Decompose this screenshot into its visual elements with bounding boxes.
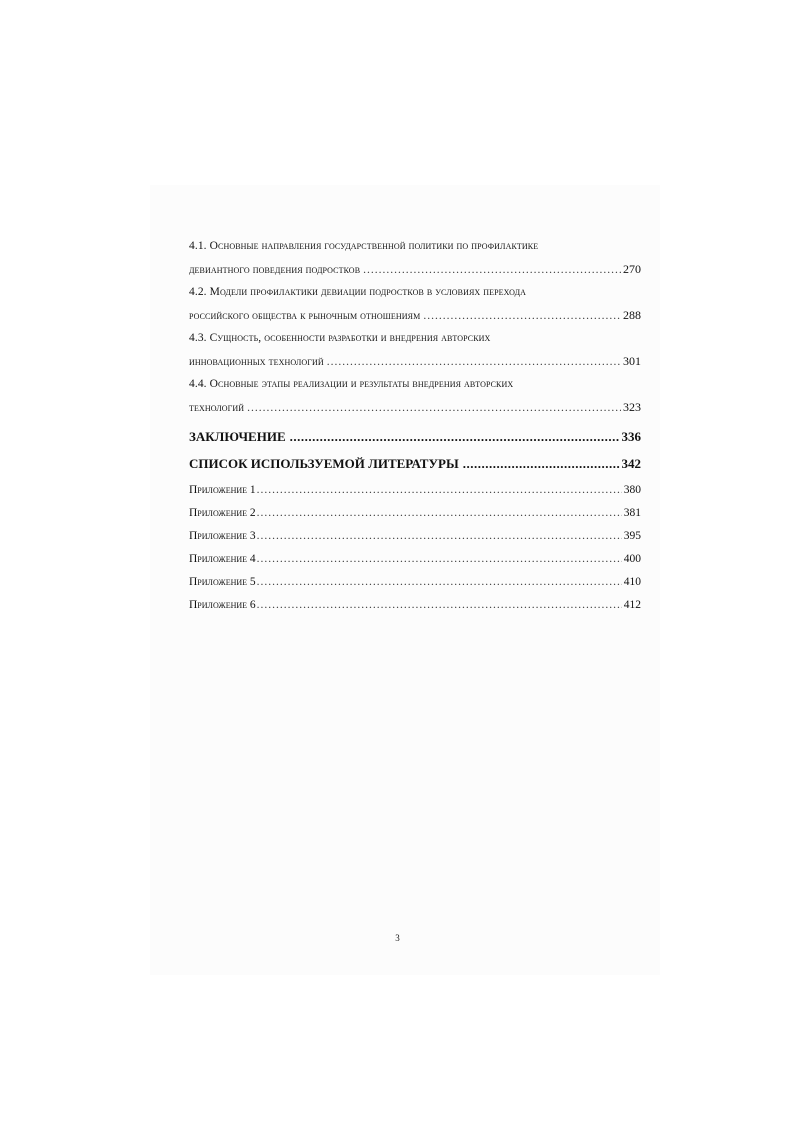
page-number: 3 — [395, 933, 400, 943]
toc-entry-appendix-6[interactable] — [189, 594, 641, 617]
toc-entry-appendix-2[interactable] — [189, 502, 641, 525]
toc-entry-title: Приложение 6 — [189, 599, 256, 611]
toc-entry-title: Приложение 5 — [189, 576, 256, 588]
toc-page-number: 412 — [623, 599, 641, 611]
toc-page-number: 380 — [623, 484, 641, 496]
table-of-contents — [189, 235, 641, 617]
toc-page-number: 400 — [623, 553, 641, 565]
toc-entry-4-4[interactable] — [189, 373, 641, 419]
toc-entry-title-cont: технологий — [189, 402, 245, 414]
toc-page-number: 270 — [623, 262, 641, 276]
dot-leader — [257, 548, 622, 571]
toc-entry-conclusion[interactable] — [189, 423, 641, 450]
toc-page-number: 301 — [623, 354, 641, 368]
toc-entry-title: Приложение 4 — [189, 553, 256, 565]
dot-leader — [257, 571, 622, 594]
toc-entry-appendix-1[interactable] — [189, 479, 641, 502]
toc-page-number: 336 — [621, 429, 641, 444]
toc-entry-title-cont: инновационных технологий — [189, 356, 324, 368]
toc-entry-title-cont: девиантного поведения подростков — [189, 264, 361, 276]
toc-page-number: 342 — [621, 456, 641, 471]
toc-page-number: 395 — [623, 530, 641, 542]
toc-entry-title: 4.3. Сущность, особенности разработки и внедрения авторских — [189, 332, 491, 344]
toc-page-number: 288 — [623, 308, 641, 322]
toc-entry-title: Приложение 1 — [189, 484, 256, 496]
dot-leader — [247, 397, 621, 420]
dot-leader — [463, 450, 620, 477]
toc-entry-appendix-5[interactable] — [189, 571, 641, 594]
toc-entry-title: ЗАКЛЮЧЕНИЕ — [189, 429, 286, 444]
dot-leader — [257, 479, 622, 502]
toc-entry-title-cont: российского общества к рыночным отношениям — [189, 310, 421, 322]
toc-entry-title: 4.4. Основные этапы реализации и результаты внедрения авторских — [189, 378, 514, 390]
toc-entry-appendix-3[interactable] — [189, 525, 641, 548]
toc-page-number: 323 — [623, 400, 641, 414]
dot-leader — [257, 502, 622, 525]
dot-leader — [363, 259, 621, 282]
toc-page-number: 381 — [623, 507, 641, 519]
toc-entry-title: 4.2. Модели профилактики девиации подростков в условиях перехода — [189, 286, 527, 298]
toc-entry-title: СПИСОК ИСПОЛЬЗУЕМОЙ ЛИТЕРАТУРЫ — [189, 456, 459, 471]
toc-entry-4-3[interactable] — [189, 327, 641, 373]
toc-entry-4-1[interactable] — [189, 235, 641, 281]
toc-entry-4-2[interactable] — [189, 281, 641, 327]
dot-leader — [423, 305, 621, 328]
toc-entry-title: Приложение 3 — [189, 530, 256, 542]
dot-leader — [257, 525, 622, 548]
toc-entry-bibliography[interactable] — [189, 450, 641, 477]
toc-entry-title: 4.1. Основные направления государственной политики по профилактике — [189, 240, 539, 252]
toc-entry-appendix-4[interactable] — [189, 548, 641, 571]
dot-leader — [290, 423, 620, 450]
toc-entry-title: Приложение 2 — [189, 507, 256, 519]
dot-leader — [327, 351, 621, 374]
dot-leader — [257, 594, 622, 617]
toc-page-number: 410 — [623, 576, 641, 588]
